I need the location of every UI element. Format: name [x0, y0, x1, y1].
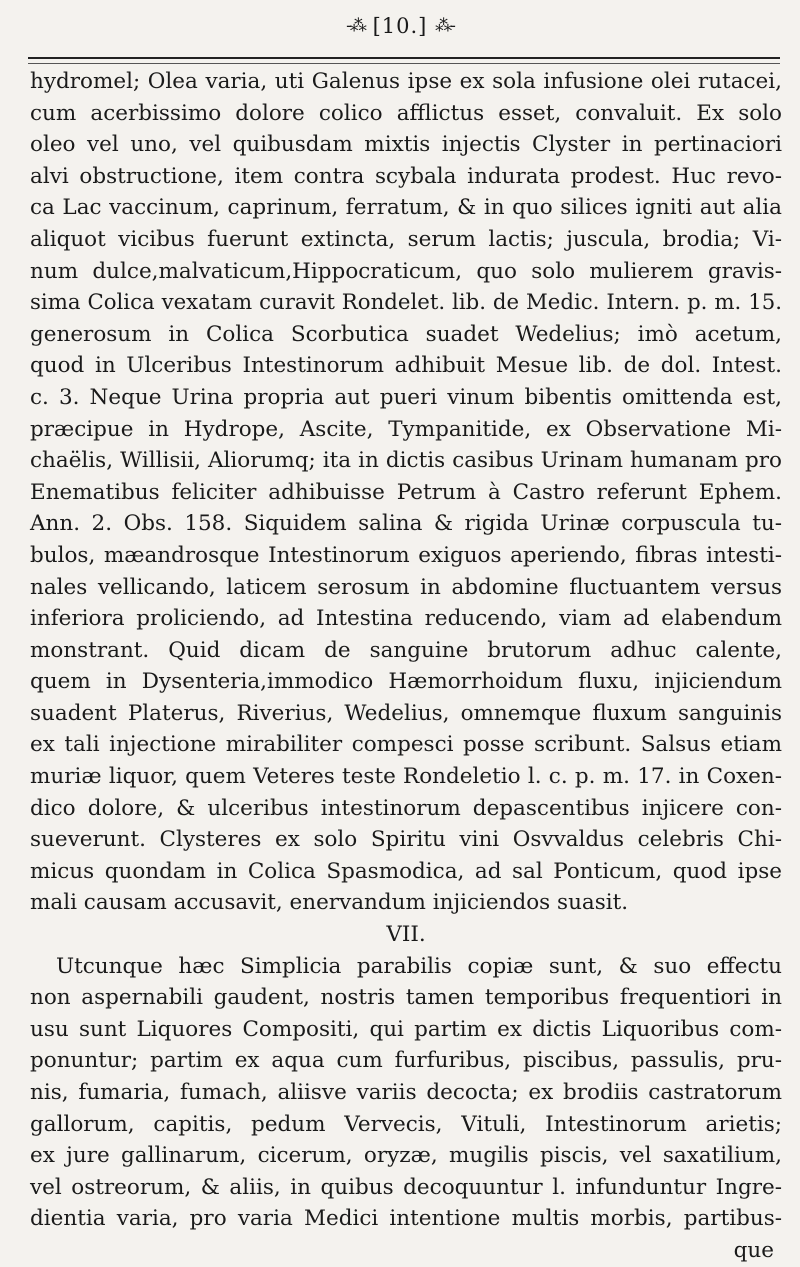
- text-line: generosum in Colica Scorbutica suadet Wedelius; imò acetum,: [30, 321, 782, 347]
- text-line: nis, fumaria, fumach, aliisve variis decocta; ex brodiis castratorum: [30, 1080, 782, 1105]
- catchword: que: [733, 1237, 774, 1263]
- text-line: dientia varia, pro varia Medici intentione multis morbis, partibus-: [30, 1206, 782, 1232]
- text-line: quem in Dysenteria,immodico Hæmorrhoidum fluxu, injiciendum: [30, 669, 782, 695]
- text-line: sima Colica vexatam curavit Rondelet. lib. de Medic. Intern. p. m. 15.: [30, 290, 782, 316]
- text-line: inferiora proliciendo, ad Intestina reducendo, viam ad elabendum: [30, 606, 782, 632]
- right-ornament-icon: ⁂-: [435, 16, 454, 36]
- text-line: ponuntur; partim ex aqua cum furfuribus, piscibus, passulis, pru-: [30, 1048, 782, 1074]
- text-line: aliquot vicibus fuerunt extincta, serum lactis; jusculа, brodia; Vi-: [30, 226, 782, 252]
- page-number: [10.]: [372, 14, 428, 38]
- text-line: Enematibus feliciter adhibuisse Petrum à Castro referunt Ephem.: [30, 479, 782, 505]
- text-line: sueverunt. Clysteres ex solo Spiritu vini Osvvaldus celebris Chi-: [30, 827, 782, 853]
- running-header: [0, 14, 800, 38]
- text-line: monstrant. Quid dicam de sanguine brutorum adhuc calente,: [30, 637, 782, 663]
- section-number: VII.: [386, 922, 426, 948]
- text-line: Utcunque hæc Simplicia parabilis copiæ sunt, & suo effectu: [56, 953, 782, 979]
- header-rule: [28, 57, 780, 64]
- text-line: vel ostreorum, & aliis, in quibus decoquuntur l. infunduntur Ingre-: [30, 1174, 782, 1200]
- text-line: bulos, mæandrosque Intestinorum exiguos aperiendo, fibras intesti-: [30, 542, 782, 568]
- text-line: gallorum, capitis, pedum Vervecis, Vituli, Intestinorum arietis;: [30, 1111, 782, 1137]
- left-ornament-icon: -⁂: [346, 16, 365, 36]
- text-line: alvi obstructione, item contra scybala indurata prodest. Huc revo-: [30, 163, 782, 189]
- text-line: suadent Platerus, Riverius, Wedelius, omnemque fluxum sanguinis: [30, 700, 782, 726]
- text-line: mali causam accusavit, enervandum injiciendos suasit.: [30, 890, 629, 916]
- body-text: [30, 66, 782, 1267]
- text-line: chaëlis, Willisii, Aliorumq; ita in dictis casibus Urinam humanam pro: [30, 448, 782, 474]
- text-line: non aspernabili gaudent, nostris tamen temporibus frequentiori in: [30, 985, 782, 1011]
- text-line: ex jure gallinarum, cicerum, oryzæ, mugilis piscis, vel saxatilium,: [30, 1143, 782, 1169]
- text-line: præcipue in Hydrope, Ascite, Tympanitide, ex Observatione Mi-: [30, 416, 782, 442]
- text-line: hydromel; Olea varia, uti Galenus ipse ex sola infusione olei rutacei,: [30, 69, 782, 94]
- text-line: usu sunt Liquores Compositi, qui partim ex dictis Liquoribus com-: [30, 1016, 782, 1042]
- text-line: oleo vel uno, vel quibusdam mixtis injectis Clyster in pertinaciori: [30, 132, 782, 158]
- text-line: quod in Ulceribus Intestinorum adhibuit Mesue lib. de dol. Intest.: [30, 353, 782, 379]
- text-line: ex tali injectione mirabiliter compesci posse scribunt. Salsus etiam: [30, 732, 782, 758]
- text-line: nales vellicando, laticem serosum in abdomine fluctuantem versus: [30, 574, 782, 600]
- text-line: c. 3. Neque Urina propria aut pueri vinum bibentis omittenda est,: [30, 384, 782, 410]
- text-line: Ann. 2. Obs. 158. Siquidem salina & rigida Urinæ corpuscula tu-: [30, 511, 782, 537]
- text-line: num dulce,malvaticum,Hippocraticum, quo solo mulierem gravis-: [30, 258, 782, 284]
- text-line: cum acerbissimo dolore colico afflictus esset, convaluit. Ex solo: [30, 100, 782, 126]
- text-line: micus quondam in Colica Spasmodica, ad sal Ponticum, quod ipse: [30, 858, 782, 884]
- text-line: dico dolore, & ulceribus intestinorum depascentibus injicere con-: [30, 795, 782, 821]
- text-line: ca Lac vaccinum, caprinum, ferratum, & in quo silices igniti aut alia: [30, 195, 782, 221]
- text-line: muriæ liquor, quem Veteres teste Rondeletio l. c. p. m. 17. in Coxen-: [30, 764, 782, 790]
